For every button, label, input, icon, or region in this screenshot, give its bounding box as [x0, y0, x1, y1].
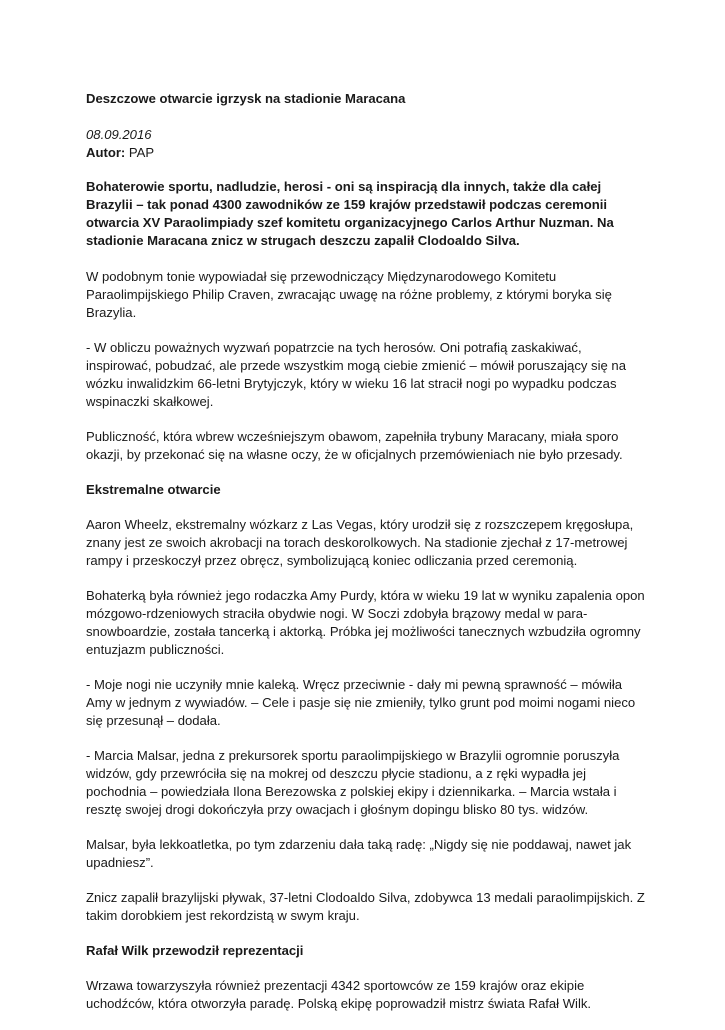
- paragraph: W podobnym tonie wypowiadał się przewodniczący Międzynarodowego Komitetu Paraolimpijskiego Philip Craven, zwracając uwagę na różne problemy, z którymi boryka się Brazylia.: [86, 269, 612, 320]
- paragraph: Wrzawa towarzyszyła również prezentacji 4342 sportowców ze 159 krajów oraz ekipie uchodźców, która otworzyła paradę. Polską ekipę poprowadził mistrz świata Rafał Wilk.: [86, 978, 592, 1011]
- paragraph: Aaron Wheelz, ekstremalny wózkarz z Las Vegas, który urodził się z rozszczepem kręgosłupa, znany jest ze swoich akrobacji na torach deskorolkowych. Na stadionie zjechał z 17-metrowej rampy i przeskoczył przez obręcz, symbolizującą koniec odliczania przed ceremonią.: [86, 517, 634, 568]
- article-lead: Bohaterowie sportu, nadludzie, herosi - oni są inspiracją dla innych, także dla całej Brazylii – tak ponad 4300 zawodników ze 159 krajów przedstawił podczas ceremonii otwarcia XV Paraolimpiady szef komitetu organizacyjnego Carlos Arthur Nuzman. Na stadionie Maracana znicz w strugach deszczu zapalił Clodoaldo Silva.: [86, 179, 614, 248]
- article-title: Deszczowe otwarcie igrzysk na stadionie Maracana: [86, 91, 406, 106]
- paragraph: Malsar, była lekkoatletka, po tym zdarzeniu dała taką radę: „Nigdy się nie poddawaj, nawet jak upadniesz”.: [86, 837, 632, 870]
- paragraph: Bohaterką była również jego rodaczka Amy Purdy, która w wieku 19 lat w wyniku zapalenia opon mózgowo-rdzeniowych straciła obydwie nogi. W Soczi zdobyła brązowy medal w para-snowboardzie, została tancerką i aktorką. Próbka jej możliwości tanecznych wzbudziła ogromny entuzjazm publiczności.: [86, 588, 645, 657]
- author-label: Autor:: [86, 145, 126, 160]
- section-heading: Ekstremalne otwarcie: [86, 482, 221, 497]
- paragraph: - Marcia Malsar, jedna z prekursorek sportu paraolimpijskiego w Brazylii ogromnie poruszyła widzów, gdy przewróciła się na mokrej od deszczu płycie stadionu, a z ręki wypadła jej pochodnia – powiedziała Ilona Berezowska z polskiej ekipy i dziennikarka. – Marcia wstała i resztę swojej drogi dokończyła przy owacjach i głośnym dopingu blisko 80 tys. widzów.: [86, 748, 620, 817]
- paragraph: - Moje nogi nie uczyniły mnie kaleką. Wręcz przeciwnie - dały mi pewną sprawność – mówiła Amy w jednym z wywiadów. – Cele i pasje się nie zmieniły, tylko grunt pod moimi nogami nieco się przesunął – dodała.: [86, 677, 636, 728]
- author-name: PAP: [128, 145, 155, 160]
- section-heading: Rafał Wilk przewodził reprezentacji: [86, 943, 304, 958]
- article-date: 08.09.2016: [86, 127, 152, 142]
- paragraph: Znicz zapalił brazylijski pływak, 37-letni Clodoaldo Silva, zdobywca 13 medali paraolimpijskich. Z takim dorobkiem jest rekordzistą w swym kraju.: [86, 890, 645, 923]
- article-body: [86, 90, 646, 1030]
- paragraph: - W obliczu poważnych wyzwań popatrzcie na tych herosów. Oni potrafią zaskakiwać, inspirować, pobudzać, ale przede wszystkim mogą ciebie zmienić – mówił poruszający się na wózku inwalidzkim 66-letni Brytyjczyk, który w wieku 16 lat stracił nogi po wypadku podczas wspinaczki skałkowej.: [86, 340, 626, 409]
- paragraph: Publiczność, która wbrew wcześniejszym obawom, zapełniła trybuny Maracany, miała sporo okazji, by przekonać się na własne oczy, że w oficjalnych przemówieniach nie było przesady.: [86, 429, 623, 462]
- article-author: [86, 144, 646, 162]
